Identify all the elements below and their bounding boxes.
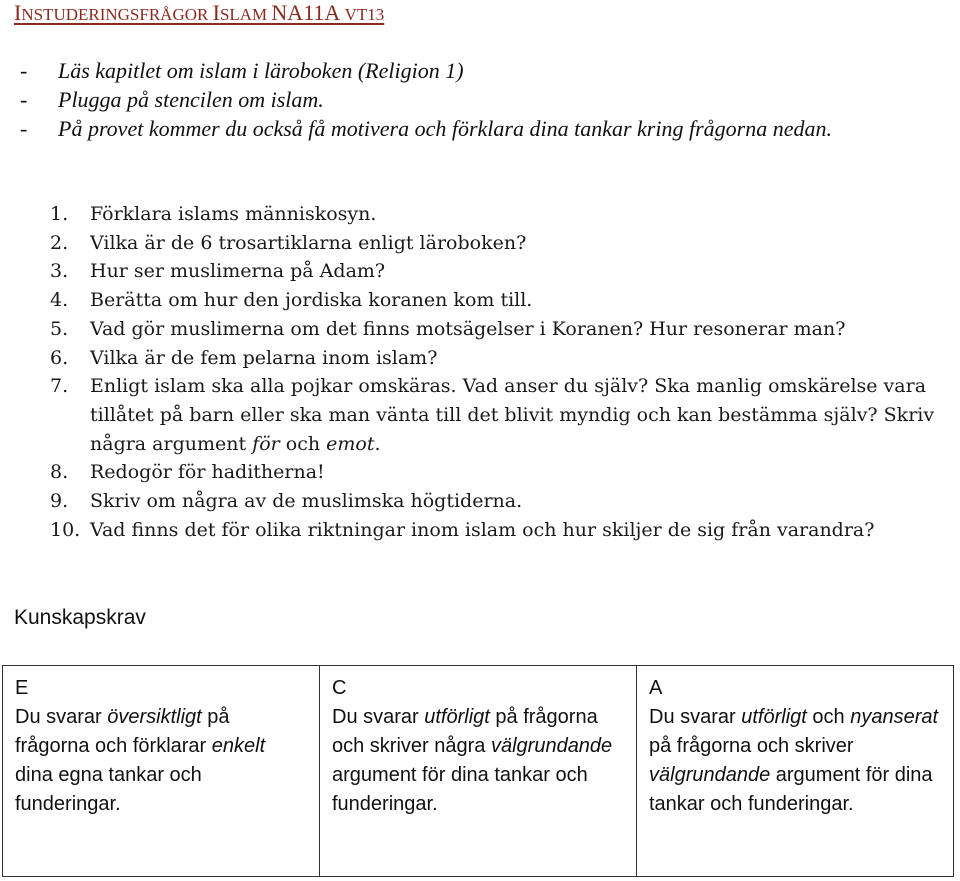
grade-criteria-table	[2, 665, 954, 877]
question-item: 5. Vad gör muslimerna om det finns motsägelser i Koranen? Hur resonerar man?	[50, 317, 846, 340]
question-item: 10. Vad finns det för olika riktningar inom islam och hur skiljer de sig från varandra?	[50, 518, 875, 541]
grade-cell-c: C Du svarar utförligt på frågorna och skriver några välgrundande argument för dina tankar och funderingar.	[320, 666, 637, 877]
kunskapskrav-heading: Kunskapskrav	[14, 606, 146, 629]
instruction-item: - På provet kommer du också få motivera och förklara dina tankar kring frågorna nedan.	[20, 116, 832, 141]
question-item: 2. Vilka är de 6 trosartiklarna enligt läroboken?	[50, 231, 527, 254]
question-item: 6. Vilka är de fem pelarna inom islam?	[50, 346, 438, 369]
question-item: 8. Redogör för haditherna!	[50, 461, 325, 484]
question-item: 3. Hur ser muslimerna på Adam?	[50, 260, 386, 283]
question-item: 9. Skriv om några av de muslimska högtiderna.	[50, 490, 523, 513]
instruction-item: - Plugga på stencilen om islam.	[20, 87, 324, 112]
grade-letter: A	[649, 677, 663, 699]
instruction-list	[20, 56, 940, 143]
question-list	[50, 200, 955, 544]
question-item: 7. Enligt islam ska alla pojkar omskäras. Vad anser du själv? Ska manlig omskärelse vara tillåtet på barn eller ska man vänta till det blivit myndig och kan bestämma själv? Skriv några argument för och emot.	[50, 375, 941, 455]
instruction-item: - Läs kapitlet om islam i läroboken (Religion 1)	[20, 58, 464, 83]
grade-letter: C	[332, 677, 347, 699]
grade-cell-a: A Du svarar utförligt och nyanserat på frågorna och skriver välgrundande argument för dina tankar och funderingar.	[637, 666, 954, 877]
grade-cell-e: E Du svarar översiktligt på frågorna och förklarar enkelt dina egna tankar och funderingar.	[3, 666, 320, 877]
question-item: 4. Berätta om hur den jordiska koranen kom till.	[50, 289, 533, 312]
grade-letter: E	[15, 677, 29, 699]
page-title: INSTUDERINGSFRÅGOR ISLAM NA11A VT13	[14, 0, 385, 25]
question-item: 1. Förklara islams människosyn.	[50, 203, 377, 225]
